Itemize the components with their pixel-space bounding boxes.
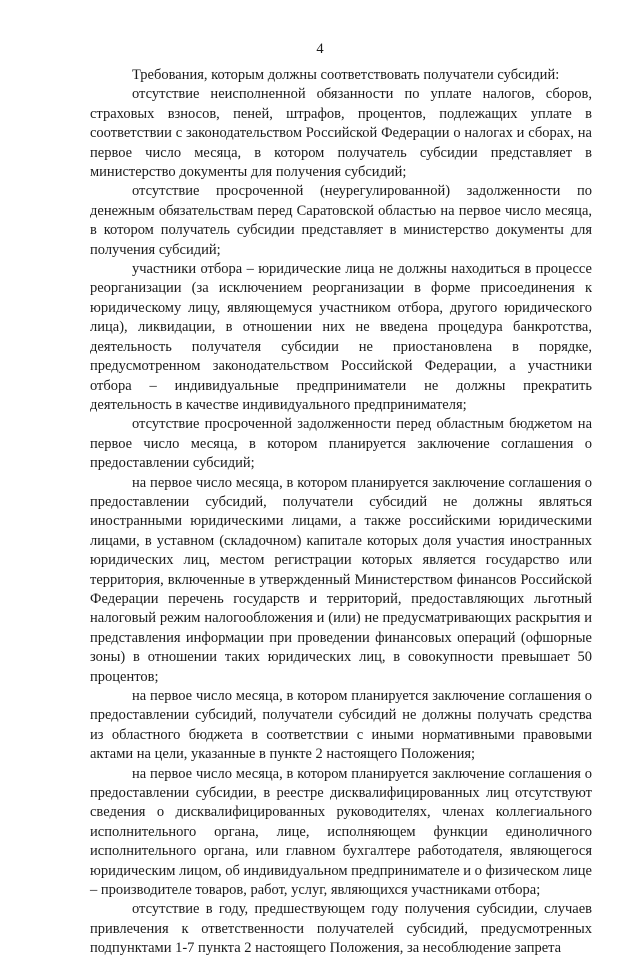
paragraph-no-regional-debt: отсутствие просроченной (неурегулированной) задолженности по денежным обязательствам перед Саратовской областью на первое число месяца, в котором получатель субсидии представляет в министерство документы для получения субсидий; [90, 183, 592, 258]
paragraph-no-other-funding: на первое число месяца, в котором планируется заключение соглашения о предоставлении субсидий, получатели субсидий не должны получать средства из областного бюджета в соответствии с иными нормативными правовыми актами на цели, указанные в пункте 2 настоящего Положения; [90, 688, 592, 763]
document-body [90, 66, 592, 959]
paragraph-no-tax-debt: отсутствие неисполненной обязанности по уплате налогов, сборов, страховых взносов, пеней, штрафов, процентов, подлежащих уплате в соответствии с законодательством Российской Федерации о налогах и сборах, на первое число месяца, в котором получатель субсидии представляет в министерство документы для получения субсидий; [90, 86, 592, 181]
page-number: 4 [316, 41, 324, 57]
paragraph-no-liability-cases: отсутствие в году, предшествующем году получения субсидии, случаев привлечения к ответственности получателей субсидий, предусмотренных подпунктами 1-7 пункта 2 настоящего Положения, за несоблюдение запрета [90, 901, 592, 957]
paragraph-no-foreign-entities: на первое число месяца, в котором планируется заключение соглашения о предоставлении субсидий, получатели субсидий не должны являться иностранными юридическими лицами, а также российскими юридическими лицами, в уставном (складочном) капитале которых доля участия иностранных юридических лиц, местом регистрации которых является государство или территория, включенные в утвержденный Министерством финансов Российской Федерации перечень государств и территорий, предоставляющих льготный налоговый режим налогообложения и (или) не предусматривающих раскрытия и представления информации при проведении финансовых операций (офшорные зоны) в отношении таких юридических лиц, в совокупности превышает 50 процентов; [90, 474, 592, 685]
paragraph-no-disqualified-persons: на первое число месяца, в котором планируется заключение соглашения о предоставлении субсидии, в реестре дисквалифицированных лиц отсутствуют сведения о дисквалифицированных руководителях, членах коллегиального исполнительного органа, лице, исполняющем функции единоличного исполнительного органа, или главном бухгалтере работодателя, являющегося юридическим лицом, об индивидуальном предпринимателе и о физическом лице – производителе товаров, работ, услуг, являющихся участниками отбора; [90, 765, 592, 899]
paragraph-no-reorganization: участники отбора – юридические лица не должны находиться в процессе реорганизации (за исключением реорганизации в форме присоединения к юридическому лицу, являющемуся участником отбора, другого юридического лица), ликвидации, в отношении них не введена процедура банкротства, деятельность получателя субсидии не приостановлена в порядке, предусмотренном законодательством Российской Федерации, а участники отбора – индивидуальные предприниматели не должны прекратить деятельность в качестве индивидуального предпринимателя; [90, 261, 592, 413]
paragraph-requirements-intro: Требования, которым должны соответствовать получатели субсидий: [132, 67, 560, 83]
paragraph-no-budget-arrears: отсутствие просроченной задолженности перед областным бюджетом на первое число месяца, в котором планируется заключение соглашения о предоставлении субсидий; [90, 416, 592, 472]
